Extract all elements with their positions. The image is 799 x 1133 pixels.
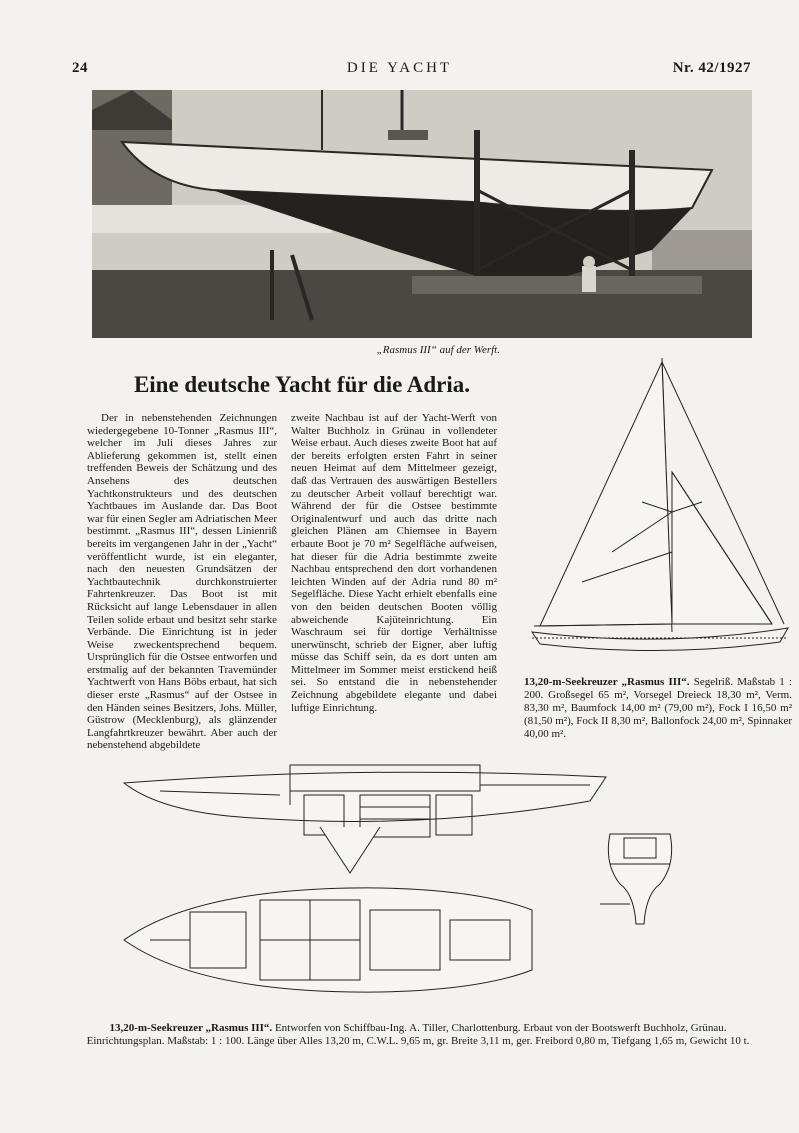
issue-number: Nr. 42/1927 [672, 60, 751, 76]
page-number: 24 [72, 60, 88, 76]
plan-caption [86, 1022, 750, 1048]
magazine-title: DIE YACHT [346, 60, 453, 76]
yacht-on-shipyard-photo [92, 90, 752, 338]
photo-caption: „Rasmus III“ auf der Werft. [376, 344, 500, 356]
article-paragraph-1: Der in nebenstehenden Zeichnungen wiedergegebene 10-Tonner „Rasmus III“, welcher im Juli dieses Jahres zur Ablieferung gekommen ist, stellt einen treffenden Beweis der Schätzung und des Ansehens des deutschen Yachtkonstrukteurs und des deutschen Yachtbaues im Auslande dar. Das Boot war für einen Segler am Adriatischen Meer bestimmt. „Rasmus III“, dessen Linienriß bereits im vergangenen Jahr in der „Yacht“ veröffentlicht wurde, ist ein eleganter, nach den neuesten Grundsätzen der Yachtbautechnik durchkonstruierter Fahrtenkreuzer. Das Boot ist mit Rücksicht auf lange Lebensdauer in allen Teilen solide erbaut und besitzt sehr starke Verbände. Die Einrichtung ist in jeder Weise zweckentsprechend bequem. Ursprünglich für die Ostsee entworfen und erstmalig auf der bekannten Travemünder Yachtwerft von Hans Böbs erbaut, hat sich dieser erste „Rasmus“ auf der Ostsee in den Händen seines Besitzers, Johs. Müller, Güstrow (Mecklenburg), als glänzender Langfahrtkreuzer bewährt. Aber auch der nebenstehend abgebildete [87, 412, 277, 752]
sail-caption-title: 13,20-m-Seekreuzer „Rasmus III“. [524, 676, 690, 688]
article-column-1 [87, 412, 277, 752]
cross-section-drawing [590, 824, 690, 928]
article-paragraph-2: zweite Nachbau ist auf der Yacht-Werft von Walter Buchholz in Grünau in vollendeter Weise erbaut. Auch dieses zweite Boot hat auf der bereits erfolgten ersten Fahrt in seiner neuen Heimat auf dem Mittelmeer gezeigt, daß das Vertrauen des auswärtigen Bestellers zu deutscher Arbeit vollauf berechtigt war. Während der für die Ostsee bestimmte Originalentwurf und auch das dritte nach gleichen Plänen am Chiemsee in Bayern erbaute Boot je 70 m² Segelfläche aufweisen, hat dieser für die Adria bestimmte zweite Nachbau entsprechend den dort vorhandenen leichten Winden auf der Adria rund 80 m² Segelfläche. Diese Yacht erhielt ebenfalls eine von den beiden deutschen Booten völlig abweichende Kajüteinrichtung. Ein Waschraum sei für dortige Verhältnisse unerwünscht, schrieb der Eigner, aber luftig müsse das Schiff sein, da es dort unten am Mittelmeer im Sommer meist erstickend heiß sei. So entstand die in nebenstehender Zeichnung abgebildete elegante und dabei luftige Einrichtung. [291, 412, 497, 714]
plan-caption-title: 13,20-m-Seekreuzer „Rasmus III“. [109, 1022, 273, 1034]
interior-profile-drawing [120, 755, 610, 875]
article-column-2 [291, 412, 497, 714]
article-title: Eine deutsche Yacht für die Adria. [133, 372, 471, 397]
deck-plan-drawing [120, 880, 540, 1000]
sail-plan-caption [524, 676, 792, 741]
sail-caption-text: Segelriß. Maßstab 1 : 200. Großsegel 65 m², Vorsegel Dreieck 18,30 m², Verm. 83,30 m², Baumfock 14,00 m² (79,00 m²), Fock I 16,50 m² (81,50 m²), Fock II 8,30 m², Ballonfock 24,00 m², Spinnaker 40,00 m². [524, 676, 792, 740]
sail-plan-drawing [522, 352, 794, 670]
plan-caption-text: Entworfen von Schiffbau-Ing. A. Tiller, Charlottenburg. Erbaut von der Bootswerft Buchholz, Grünau. Einrichtungsplan. Maßstab: 1 : 100. Länge über Alles 13,20 m, C.W.L. 9,65 m, gr. Breite 3,11 m, ger. Freibord 0,80 m, Tiefgang 1,65 m, Gewicht 10 t. [86, 1022, 750, 1047]
